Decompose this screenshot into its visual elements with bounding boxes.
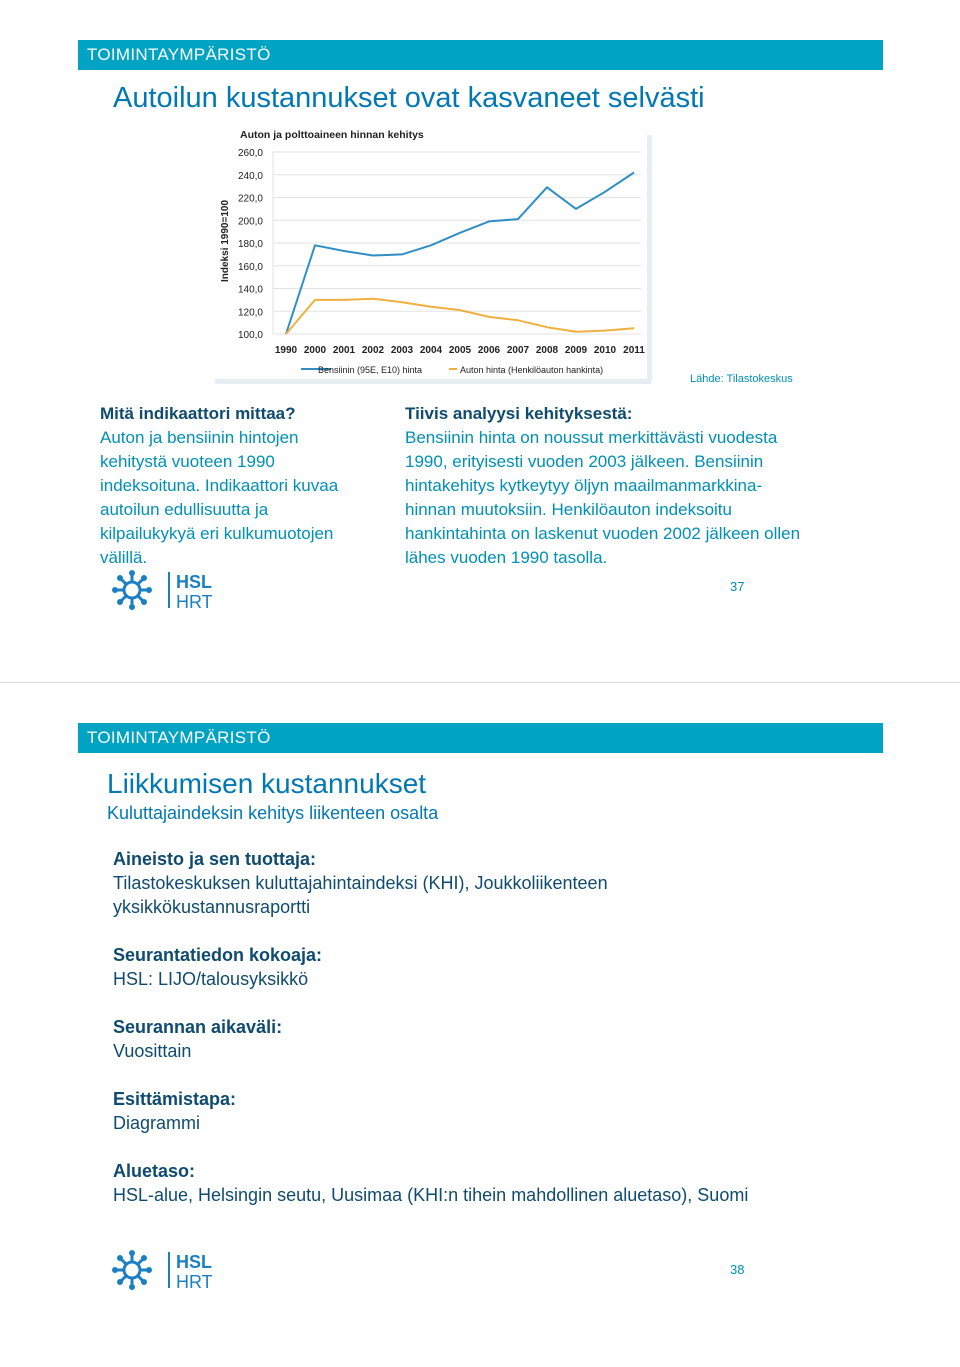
x-tick-label: 1990 (274, 345, 298, 356)
y-tick-label: 220,0 (237, 193, 263, 205)
meta-label: Seurantatiedon kokoaja: (113, 945, 323, 965)
y-tick-label: 180,0 (237, 239, 263, 250)
right-text-block (405, 402, 890, 570)
right-line: Bensiinin hinta on noussut merkittävästi vuodesta (405, 428, 778, 447)
price-chart (213, 127, 653, 385)
meta-section (113, 1015, 893, 1063)
x-tick-label: 2002 (361, 345, 385, 356)
y-tick-labels (238, 148, 263, 341)
legend-car-label: Auton hinta (Henkilöauton hankinta) (460, 365, 604, 375)
y-tick-label: 200,0 (237, 216, 263, 228)
metadata-list (113, 847, 893, 1207)
right-line: hankintahinta on laskenut vuoden 2002 jälkeen ollen (405, 524, 801, 543)
hsl-logo-icon (112, 1250, 224, 1292)
right-line: hinnan muutoksiin. Henkilöauton indeksoitu (405, 500, 732, 519)
x-tick-label: 2005 (448, 345, 472, 356)
logo-text-hrt: HRT (176, 1272, 213, 1292)
slide-title: Liikkumisen kustannukset (107, 768, 427, 799)
meta-value: HSL: LIJO/talousyksikkö (113, 969, 309, 989)
y-tick-label: 120,0 (237, 307, 263, 319)
logo-text-hrt: HRT (176, 592, 213, 612)
chart-bottom-shadow (215, 379, 651, 384)
x-tick-label: 2001 (332, 345, 356, 356)
section-header: TOIMINTAYMPÄRISTÖ (78, 40, 883, 70)
meta-value: Diagrammi (113, 1113, 201, 1133)
meta-value: HSL-alue, Helsingin seutu, Uusimaa (KHI:n tihein mahdollinen aluetaso), Suomi (113, 1185, 749, 1205)
meta-value: Vuosittain (113, 1041, 192, 1061)
logo-text-hsl: HSL (176, 1252, 212, 1272)
chart-right-shadow (647, 135, 652, 381)
y-tick-label: 140,0 (237, 284, 263, 296)
legend-fuel-label: Bensiinin (95E, E10) hinta (318, 365, 423, 375)
hsl-logo-icon (112, 570, 224, 612)
left-line: Auton ja bensiinin hintojen (100, 428, 299, 447)
meta-value: Tilastokeskuksen kuluttajahintaindeksi (KHI), Joukkoliikenteen (113, 873, 608, 893)
meta-section (113, 1159, 893, 1207)
right-heading: Tiivis analyysi kehityksestä: (405, 404, 633, 423)
chart-title: Auton ja polttoaineen hinnan kehitys (240, 129, 424, 141)
x-tick-label: 2004 (419, 345, 443, 356)
y-tick-label: 160,0 (237, 261, 263, 273)
x-tick-label: 2010 (593, 345, 617, 356)
y-tick-label: 100,0 (237, 330, 263, 341)
x-tick-label: 2008 (535, 345, 559, 356)
x-tick-label: 2000 (303, 345, 327, 356)
x-tick-label: 2009 (564, 345, 588, 356)
right-line: 1990, erityisesti vuoden 2003 jälkeen. Bensiinin (405, 452, 764, 471)
page-number: 37 (730, 579, 745, 594)
x-tick-label: 2007 (506, 345, 530, 356)
meta-label: Seurannan aikaväli: (113, 1017, 283, 1037)
meta-label: Aluetaso: (113, 1161, 196, 1181)
logo-text-hsl: HSL (176, 572, 212, 592)
y-tick-label: 240,0 (237, 170, 263, 182)
x-tick-label: 2006 (477, 345, 501, 356)
meta-section (113, 847, 893, 919)
chart-svg (213, 127, 653, 385)
left-line: välillä. (100, 548, 148, 567)
left-line: indeksoituna. Indikaattori kuvaa (100, 476, 339, 495)
right-line: hintakehitys kytkeytyy öljyn maailmanmarkkina- (405, 476, 763, 495)
page-number: 38 (730, 1262, 745, 1277)
left-line: kehitystä vuoteen 1990 (100, 452, 275, 471)
left-text-block (100, 402, 395, 570)
y-axis-label: Indeksi 1990=100 (220, 199, 231, 282)
left-line: autoilun edullisuutta ja (100, 500, 269, 519)
left-line: kilpailukykyä eri kulkumuotojen (100, 524, 334, 543)
left-heading: Mitä indikaattori mittaa? (100, 404, 296, 423)
source-note: Lähde: Tilastokeskus (690, 373, 793, 385)
page-divider (0, 682, 960, 683)
x-tick-label: 2011 (623, 345, 645, 356)
meta-section (113, 943, 893, 991)
hsl-logo (112, 1250, 224, 1297)
meta-label: Aineisto ja sen tuottaja: (113, 849, 317, 869)
slide-subtitle: Kuluttajaindeksin kehitys liikenteen osalta (107, 803, 439, 823)
meta-value: yksikkökustannusraportti (113, 897, 311, 917)
hsl-logo (112, 570, 224, 617)
slide-38 (0, 684, 960, 1367)
section-header: TOIMINTAYMPÄRISTÖ (78, 723, 883, 753)
slide-title: Autoilun kustannukset ovat kasvaneet selvästi (113, 82, 705, 114)
x-tick-label: 2003 (390, 345, 414, 356)
right-line: lähes vuoden 1990 tasolla. (405, 548, 608, 567)
meta-section (113, 1087, 893, 1135)
y-tick-label: 260,0 (237, 148, 263, 159)
meta-label: Esittämistapa: (113, 1089, 237, 1109)
slide-37 (0, 0, 960, 682)
